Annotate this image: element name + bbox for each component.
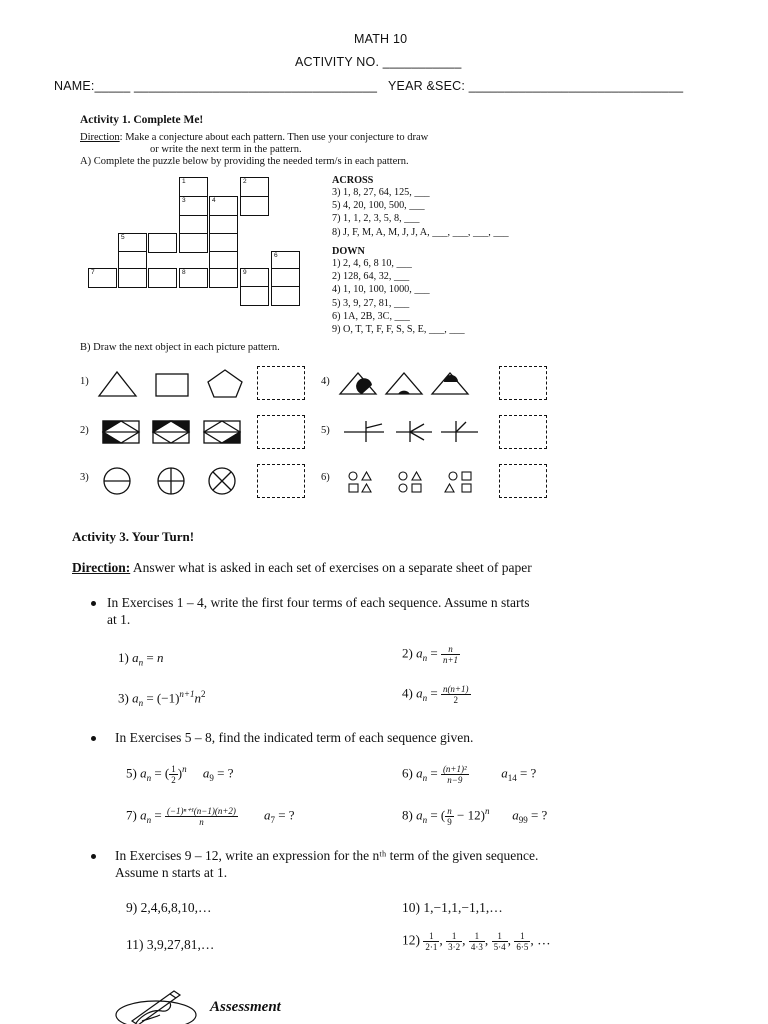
direction-text-2: or write the next term in the pattern.: [150, 144, 302, 155]
exercise-instruction: In Exercises 1 – 4, write the first four terms of each sequence. Assume n starts: [107, 595, 530, 610]
pattern-label: 2): [80, 425, 89, 436]
exercise-9: 9) 2,4,6,8,10,…: [126, 900, 212, 915]
down-clue: 4) 1, 10, 100, 1000, ___: [332, 284, 430, 296]
exercise-12: 12) $\frac{1}{2\cdot 1}$ , $\frac{1}{3\cdot 2}$ , $\frac{1}{4\cdot 3}$ , $\frac{1}{5\cdot 4}$ , $\frac{1}{6\cdot 5}$ , …: [402, 931, 551, 952]
direction-text: : Make a conjecture about each pattern. Then use your conjecture to draw: [119, 132, 429, 143]
bullet: [91, 854, 96, 859]
activity-number-line: ACTIVITY NO. ___________: [295, 55, 462, 69]
subject-title: MATH 10: [354, 32, 408, 46]
square-diamond-2: [153, 421, 189, 443]
exercise-instruction: In Exercises 9 – 12, write an expression for the nᵗʰ term of the given sequence.: [115, 848, 539, 863]
across-heading: ACROSS: [332, 175, 374, 186]
direction-label: Direction: [80, 132, 120, 143]
square-shape: [156, 374, 188, 396]
exercise-5: 5) $a_n$ = ( $\frac{1}{2}$ )$^n$ $a_9$ = ?: [126, 764, 234, 785]
exercise-7: 7) $a_n$ = $\frac{\text{(−1)ⁿ⁺¹(n−1)(n+2)}}{n}$ $a_7$ = ?: [126, 806, 295, 827]
across-clue: 5) 4, 20, 100, 500, ___: [332, 200, 425, 212]
circle-cross: [158, 468, 184, 494]
line-pattern: [344, 421, 478, 442]
year-section-line: YEAR &SEC: ______________________________: [388, 79, 684, 93]
activity1-title: Activity 1. Complete Me!: [80, 114, 204, 126]
exercise-1: 1) $a_n = n$: [118, 650, 164, 668]
triangle-dot-1: [340, 373, 376, 394]
down-clue: 9) O, T, T, F, F, S, S, E, ___, ___: [332, 324, 465, 336]
down-clue: 1) 2, 4, 6, 8 10, ___: [332, 258, 412, 269]
answer-box[interactable]: [257, 366, 305, 400]
small-shapes-pattern: [349, 472, 471, 492]
pentagon-shape: [208, 370, 242, 397]
exercise-instruction-cont: at 1.: [107, 612, 131, 627]
assessment-title: Assessment: [210, 999, 281, 1015]
across-clue: 3) 1, 8, 27, 64, 125, ___: [332, 187, 430, 198]
exercise-11: 11) 3,9,27,81,…: [126, 937, 215, 952]
answer-box[interactable]: [499, 366, 547, 400]
exercise-3: 3) $a_n = (-1)^{n+1}n^2$: [118, 689, 206, 708]
answer-box[interactable]: [499, 415, 547, 449]
direction-text: Answer what is asked in each set of exercises on a separate sheet of paper: [130, 560, 532, 575]
across-clue: 7) 1, 1, 2, 3, 5, 8, ___: [332, 213, 420, 225]
bullet: [91, 736, 96, 741]
pattern-label: 6): [321, 472, 330, 483]
crossword-cell[interactable]: 3: [179, 196, 208, 216]
answer-box[interactable]: [499, 464, 547, 498]
part-b-instruction: B) Draw the next object in each picture pattern.: [80, 342, 280, 353]
pattern-label: 5): [321, 425, 330, 436]
circle-x: [209, 468, 235, 494]
answer-box[interactable]: [257, 464, 305, 498]
crossword-cell[interactable]: 8: [179, 268, 208, 288]
exercise-4: 4) $a_n$ = $\frac{n(n+1)}{2}$: [402, 684, 469, 705]
answer-box[interactable]: [257, 415, 305, 449]
exercise-instruction: In Exercises 5 – 8, find the indicated term of each sequence given.: [115, 730, 474, 745]
exercise-instruction-cont: Assume n starts at 1.: [115, 865, 228, 880]
direction-label: Direction:: [72, 560, 131, 575]
crossword-cell[interactable]: 9: [240, 268, 269, 288]
exercise-6: 6) $a_n$ = $\frac{\text{(n+1)²}}{n-9}$ $a_{14}$ = ?: [402, 764, 537, 785]
down-heading: DOWN: [332, 246, 365, 257]
crossword-cell[interactable]: 5: [118, 233, 147, 253]
crossword-cell[interactable]: 1: [179, 177, 208, 197]
pattern-label: 4): [321, 376, 330, 387]
square-diamond-3: [204, 421, 240, 443]
across-clue: 8) J, F, M, A, M, J, J, A, ___, ___, ___, ___: [332, 226, 509, 238]
exercise-8: 8) $a_n$ = ( $\frac{n}{9}$ − 12)$^n$ $a_{99}$ = ?: [402, 806, 548, 827]
activity3-direction: [72, 560, 532, 576]
crossword-cell[interactable]: 6: [271, 251, 300, 271]
crossword-cell[interactable]: 4: [209, 196, 238, 216]
triangle-dot-2: [386, 373, 422, 394]
pattern-label: 3): [80, 472, 89, 483]
pattern-label: 1): [80, 376, 89, 387]
bullet: [91, 601, 96, 606]
activity3-title: Activity 3. Your Turn!: [72, 529, 195, 544]
pencil-hand-icon: [112, 985, 204, 1024]
triangle-shape: [99, 372, 136, 396]
part-a-instruction: A) Complete the puzzle below by providing the needed term/s in each pattern.: [80, 156, 409, 167]
triangle-dot-3: [432, 373, 468, 394]
circle-line: [104, 468, 130, 494]
exercise-10: 10) 1,−1,1,−1,1,…: [402, 900, 503, 915]
crossword-cell[interactable]: 7: [88, 268, 117, 288]
down-clue: 2) 128, 64, 32, ___: [332, 271, 410, 283]
down-clue: 6) 1A, 2B, 3C, ___: [332, 310, 410, 322]
exercise-2: 2) $a_n$ = $\frac{n}{n+1}$: [402, 644, 459, 665]
down-clue: 5) 3, 9, 27, 81, ___: [332, 297, 410, 309]
crossword-cell[interactable]: 2: [240, 177, 269, 197]
square-diamond-1: [103, 421, 139, 443]
name-line: NAME:_____ __________________________________: [54, 79, 378, 93]
